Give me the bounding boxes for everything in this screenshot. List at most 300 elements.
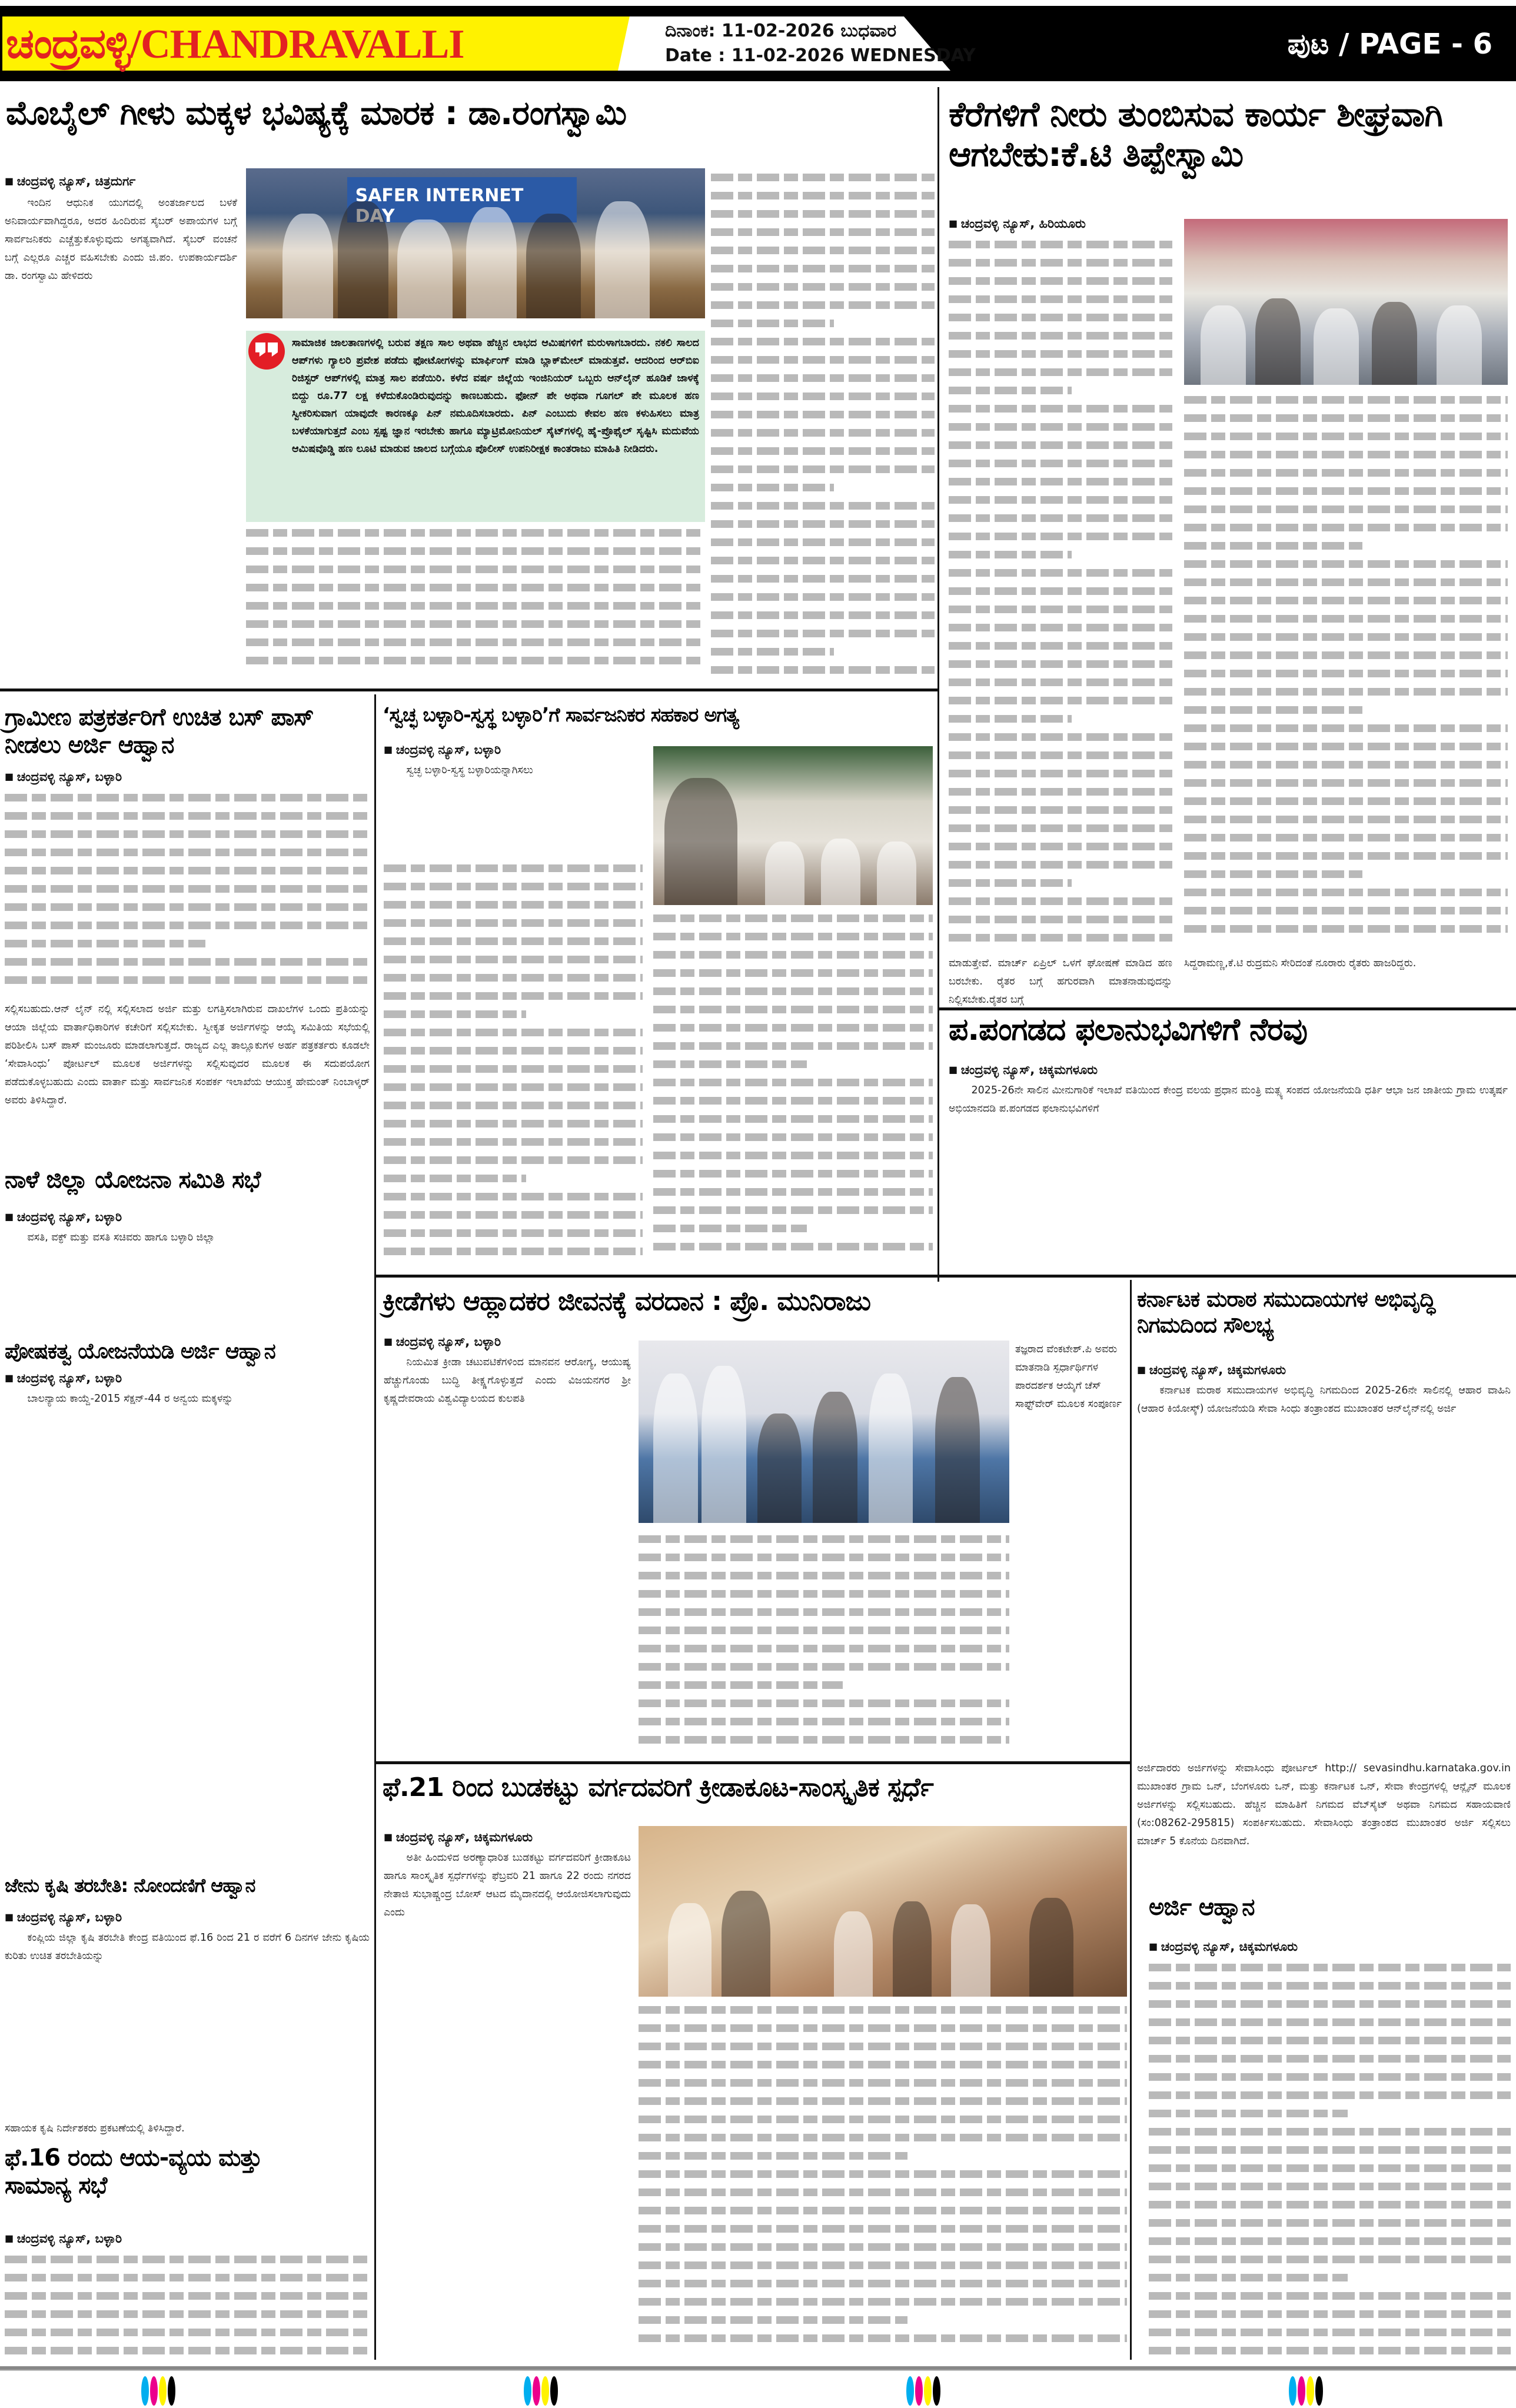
- byline: ■ ಚಂದ್ರವಳ್ಳಿ ನ್ಯೂಸ್, ಚಿತ್ರದುರ್ಗ: [5, 174, 135, 189]
- body-text-line: [1184, 701, 1508, 719]
- body-text-line: [949, 710, 1172, 728]
- body-text-line: [639, 2274, 1127, 2293]
- body-text-line: [5, 971, 370, 989]
- body-text-line: [5, 807, 370, 825]
- black-mark-icon: [168, 2376, 175, 2406]
- yellow-mark-icon: [541, 2376, 549, 2406]
- body-text-line: [949, 618, 1172, 637]
- body-text-line: [384, 1042, 643, 1060]
- body-text-line: [5, 916, 370, 934]
- body-text-line: [949, 910, 1172, 929]
- article-body: [5, 2250, 370, 2362]
- body-text-line: [949, 746, 1172, 764]
- body-text-line: [384, 1188, 643, 1206]
- masthead: [0, 6, 1516, 81]
- body-text-line: [949, 929, 1172, 947]
- article-body: [5, 194, 237, 686]
- body-text-line: [949, 564, 1172, 582]
- article-body: ಕಂಪ್ಲಿಯ ಜಿಲ್ಲಾ ಕೃಷಿ ತರಬೇತಿ ಕೇಂದ್ರ ವತಿಯಿಂದ ಫೆ.16 ರಿಂದ 21 ರ ವರೆಗೆ 6 ದಿನಗಳ ಜೇನು ಕೃಷಿಯ ಕುರಿತು ಉಚಿತ ತರಬೇತಿಯನ್ನು: [5, 1932, 370, 1962]
- body-text-line: [711, 296, 935, 314]
- body-text-line: [639, 2147, 1127, 2165]
- body-text-line: [1149, 2269, 1511, 2287]
- headline: ನಾಳೆ ಜಿಲ್ಲಾ ಯೋಜನಾ ಸಮಿತಿ ಸಭೆ: [5, 1166, 261, 1193]
- body-text-line: [639, 1639, 1009, 1658]
- body-text-line: [653, 1219, 933, 1238]
- yellow-mark-icon: [159, 2376, 167, 2406]
- body-text-line: [5, 862, 370, 880]
- body-text-line: [1149, 2159, 1511, 2177]
- body-text-line: [1149, 2013, 1511, 2031]
- article-body: ನಿಯಮಿತ ಕ್ರೀಡಾ ಚಟುವಟಿಕೆಗಳಿಂದ ಮಾನವನ ಆರೋಗ್ಯ, ಆಯುಷ್ಯ ಹೆಚ್ಚುಗೊಂಡು ಬುದ್ಧಿ ತೀಕ್ಷ್ಣಗೊಳ್ಳುತ್ತದೆ ಎಂದು ವಿಜಯನಗರ ಶ್ರೀ ಕೃಷ್ಣದೇವರಾಯ ವಿಶ್ವವಿದ್ಯಾಲಯದ ಕುಲಪತಿ: [384, 1356, 631, 1405]
- headline: ಅರ್ಜಿ ಆಹ್ವಾನ: [1149, 1894, 1255, 1921]
- body-text-line: [949, 783, 1172, 801]
- date-english: Date : 11-02-2026 WEDNESDAY: [665, 45, 976, 66]
- section-divider: [374, 1761, 1130, 1764]
- column-divider: [1130, 1280, 1132, 2360]
- body-text-line: [711, 570, 935, 588]
- body-text-line: [949, 600, 1172, 618]
- body-text-line: [384, 1151, 643, 1169]
- body-text-line: [711, 223, 935, 241]
- body-text-line: [1184, 847, 1508, 865]
- body-text-line: [1149, 2305, 1511, 2323]
- body-text-line: [1184, 537, 1508, 555]
- byline: ■ ಚಂದ್ರವಳ್ಳಿ ನ್ಯೂಸ್, ಬಳ್ಳಾರಿ: [5, 770, 122, 784]
- body-text-line: [1149, 2232, 1511, 2250]
- body-text-line: [384, 987, 643, 1005]
- pull-quote-text: ಸಾಮಾಜಿಕ ಜಾಲತಾಣಗಳಲ್ಲಿ ಬರುವ ತಕ್ಷಣ ಸಾಲ ಅಥವಾ ಹೆಚ್ಚಿನ ಲಾಭದ ಆಮಿಷಗಳಿಗೆ ಮರುಳಾಗಬಾರದು. ನಕಲಿ ಸಾಲದ ಆಪ್‌ಗಳು ಗ್ಯಾಲರಿ ಪ್ರವೇಶ ಪಡೆದು ಫೋಟೋಗಳನ್ನು ಮಾರ್ಫಿಂಗ್ ಮಾಡಿ ಬ್ಲಾಕ್‌ಮೇಲ್ ಮಾಡುತ್ತವೆ. ಆದರಿಂದ ಆರ್‌ಬಿಐ ರಿಜಿಸ್ಟರ್ ಆಪ್‌ಗಳಲ್ಲಿ ಮಾತ್ರ ಸಾಲ ಪಡೆಯಿರಿ. ಕಳೆದ ವರ್ಷ ಜಿಲ್ಲೆಯ ಇಂಜಿನಿಯರ್ ಒಬ್ಬರು ಆನ್‌ಲೈನ್ ಹೂಡಿಕೆ ಜಾಳಕ್ಕೆ ಬಿದ್ದು ರೂ.77 ಲಕ್ಷ ಕಳೆದುಕೊಂಡಿರುವುದನ್ನು ಕಾಣಬಹುದು. ಫೋನ್ ಪೇ ಅಥವಾ ಗೂಗಲ್ ಪೇ ಮೂಲಕ ಹಣ ಸ್ವೀಕರಿಸುವಾಗ ಯಾವುದೇ ಕಾರಣಕ್ಕೂ ಪಿನ್ ನಮೂದಿಸಬಾರದು. ಪಿನ್ ಎಂಬುದು ಕೇವಲ ಹಣ ಕಳುಹಿಸಲು ಮಾತ್ರ ಬಳಕೆಯಾಗುತ್ತದೆ ಎಂಬ ಸ್ಪಷ್ಟ ಜ್ಞಾನ ಇರಬೇಕು ಹಾಗೂ ಮ್ಯಾಟ್ರಿಮೋನಿಯಲ್ ಸೈಟ್‌ಗಳಲ್ಲಿ ಹೈ-ಪ್ರೊಫೈಲ್ ಸೃಷ್ಟಿಸಿ ಮದುವೆಯ ಆಮಿಷವೊಡ್ಡಿ ಹಣ ಲೂಟಿ ಮಾಡುವ ಜಾಲದ ಬಗ್ಗೆಯೂ ಪೊಲೀಸ್ ಉಪನಿರೀಕ್ಷಕ ಕಾಂತರಾಜು ಮಾಹಿತಿ ನೀಡಿದರು.: [292, 337, 699, 455]
- body-text-line: [711, 606, 935, 624]
- body-text-line: [949, 400, 1172, 418]
- body-text-line: [5, 2323, 370, 2342]
- body-text-line: [711, 241, 935, 260]
- body-text-line: [1149, 2123, 1511, 2141]
- body-text-line: [1149, 2104, 1511, 2123]
- body-text-line: [949, 235, 1172, 254]
- body-text-line: [5, 934, 370, 953]
- body-text-line: [949, 327, 1172, 345]
- body-text-line: [1184, 646, 1508, 664]
- body-text-line: [711, 643, 935, 661]
- body-text-line: [1184, 628, 1508, 646]
- date-kannada: ದಿನಾಂಕ: 11-02-2026 ಬುಧವಾರ: [665, 21, 897, 41]
- body-text-line: [949, 381, 1172, 400]
- headline: ಮೊಬೈಲ್ ಗೀಳು ಮಕ್ಕಳ ಭವಿಷ್ಯಕ್ಕೆ ಮಾರಕ : ಡಾ.ರಂಗಸ್ವಾಮಿ: [6, 94, 627, 132]
- body-text-line: [949, 363, 1172, 381]
- body-text-line: [1184, 500, 1508, 518]
- body-text-line: [384, 1060, 643, 1078]
- body-text-line: [949, 546, 1172, 564]
- body-text-line: [653, 1128, 933, 1146]
- byline: ■ ಚಂದ್ರವಳ್ಳಿ ನ್ಯೂಸ್, ಬಳ್ಳಾರಿ: [384, 743, 501, 757]
- body-text-line: [711, 515, 935, 533]
- body-text-line: [949, 290, 1172, 308]
- body-text-line: [384, 950, 643, 969]
- body-text-line: [653, 1073, 933, 1092]
- body-text-line: [1184, 573, 1508, 591]
- black-mark-icon: [933, 2376, 940, 2406]
- body-text-line: [384, 1023, 643, 1042]
- body-text-line: [639, 2329, 1127, 2347]
- article-body-continued: [639, 2001, 1127, 2361]
- body-text-line: [711, 205, 935, 223]
- body-text-line: [5, 898, 370, 916]
- yellow-mark-icon: [924, 2376, 932, 2406]
- body-text-line: [949, 436, 1172, 454]
- body-text-line: [1184, 792, 1508, 810]
- body-text-line: [384, 877, 643, 896]
- magenta-mark-icon: [533, 2376, 540, 2406]
- body-text-line: [5, 2305, 370, 2323]
- body-text-line: [639, 2220, 1127, 2238]
- registration-marks: [906, 2376, 940, 2406]
- body-text-line: [653, 1183, 933, 1201]
- quote-icon: [248, 333, 285, 370]
- body-text-line: [711, 624, 935, 643]
- body-text-line: [639, 1676, 1009, 1694]
- body-text-line: [246, 524, 705, 542]
- body-text-line: [639, 2001, 1127, 2019]
- body-text-line: [639, 2037, 1127, 2056]
- body-text-line: [711, 387, 935, 405]
- body-text-line: [639, 1658, 1009, 1676]
- body-text-line: [711, 260, 935, 278]
- body-text-line: [384, 932, 643, 950]
- body-text-line: [653, 982, 933, 1000]
- body-text-line: [653, 946, 933, 964]
- article-lead: ಇಂದಿನ ಆಧುನಿಕ ಯುಗದಲ್ಲಿ ಅಂತರ್ಜಾಲದ ಬಳಕೆ ಅನಿವಾರ್ಯವಾಗಿದ್ದರೂ, ಅದರ ಹಿಂದಿರುವ ಸೈಬರ್ ಅಪಾಯಗಳ ಬಗ್ಗೆ ಸಾರ್ವಜನಿಕರು ಎಚ್ಚೆತ್ತುಕೊಳ್ಳುವುದು ಅಗತ್ಯವಾಗಿದೆ. ಸೈಬರ್ ವಂಚನೆ ಬಗ್ಗೆ ಎಲ್ಲರೂ ಎಚ್ಚರ ವಹಿಸಬೇಕು ಎಂದು ಜಿ.ಪಂ. ಉಪಕಾರ್ಯದರ್ಶಿ ಡಾ. ರಂಗಸ್ವಾಮಿ ಹೇಳಿದರು: [5, 197, 237, 282]
- byline: ■ ಚಂದ್ರವಳ್ಳಿ ನ್ಯೂಸ್, ಬಳ್ಳಾರಿ: [5, 1210, 122, 1225]
- cyan-mark-icon: [141, 2376, 149, 2406]
- article-closing: ಸಹಾಯಕ ಕೃಷಿ ನಿರ್ದೇಶಕರು ಪ್ರಕಟಣೆಯಲ್ಲಿ ತಿಳಿಸಿದ್ದಾರೆ.: [5, 2123, 185, 2134]
- body-text-line: [1149, 2287, 1511, 2305]
- article-body-continued: [246, 524, 705, 686]
- body-text-line: [711, 460, 935, 478]
- body-text-line: [1184, 391, 1508, 409]
- registration-marks: [1289, 2376, 1323, 2406]
- body-text-line: [384, 1242, 643, 1260]
- cyan-mark-icon: [1289, 2376, 1296, 2406]
- headline: ಕೆರೆಗಳಿಗೆ ನೀರು ತುಂಬಿಸುವ ಕಾರ್ಯ ಶೀಘ್ರವಾಗಿ ಆಗಬೇಕು:ಕೆ.ಟಿ ತಿಪ್ಪೇಸ್ವಾಮಿ: [949, 94, 1443, 175]
- column-divider: [374, 694, 376, 2360]
- body-text-line: [1184, 865, 1508, 883]
- body-text-line: [639, 2110, 1127, 2128]
- body-text-line: [949, 837, 1172, 856]
- body-text-line: [384, 969, 643, 987]
- body-text-line: [949, 308, 1172, 327]
- body-text-line: [1184, 737, 1508, 756]
- headline: ಫೆ.21 ರಿಂದ ಬುಡಕಟ್ಟು ವರ್ಗದವರಿಗೆ ಕ್ರೀಡಾಕೂಟ-ಸಾಂಸ್ಕೃತಿಕ ಸ್ಪರ್ಧೆ: [383, 1772, 933, 1802]
- article-closing: ಅರ್ಜಿದಾರರು ಅರ್ಜಿಗಳನ್ನು ಸೇವಾಸಿಂಧು ಪೋರ್ಟಲ್ http:// sevasindhu.karnataka.gov.in ಮುಖಾಂತರ ಗ್ರಾಮ ಒನ್, ಬೆಂಗಳೂರು ಒನ್, ಮತ್ತು ಕರ್ನಾಟಕ ಒನ್, ಸೇವಾ ಕೇಂದ್ರಗಳಲ್ಲಿ ಆನ್ಲೈನ್ ಮೂಲಕ ಅರ್ಜಿಗಳನ್ನು ಸಲ್ಲಿಸಬಹುದು. ಹೆಚ್ಚಿನ ಮಾಹಿತಿಗೆ ನಿಗಮದ ವೆಬ್‌ಸೈಟ್ ಅಥವಾ ನಿಗಮದ ಸಹಾಯವಾಣಿ (ಸಂ:08262-295815) ಸಂಪರ್ಕಿಸಬಹುದು. ಸೇವಾಸಿಂಧು ತಂತ್ರಾಂಶದ ಮುಖಾಂತರ ಅರ್ಜಿ ಸಲ್ಲಿಸಲು ಮಾರ್ಚ್ 5 ಕೊನೆಯ ದಿನವಾಗಿದೆ.: [1137, 1762, 1511, 1847]
- body-text-line: [949, 491, 1172, 509]
- body-text-line: [246, 651, 705, 670]
- body-text-line: [1184, 902, 1508, 920]
- body-text-line: [1149, 2250, 1511, 2269]
- body-text-line: [246, 597, 705, 615]
- footer-bar-shadow: [0, 2370, 1516, 2371]
- body-text-line: [949, 527, 1172, 546]
- body-text-line: [653, 1092, 933, 1110]
- body-text-line: [653, 1238, 933, 1256]
- yellow-mark-icon: [1306, 2376, 1314, 2406]
- body-text-line: [949, 272, 1172, 290]
- body-text-line: [1184, 920, 1508, 938]
- body-text-line: [1184, 409, 1508, 427]
- body-text-line: [5, 880, 370, 898]
- headline: ಪ.ಪಂಗಡದ ಫಲಾನುಭವಿಗಳಿಗೆ ನೆರವು: [949, 1012, 1307, 1047]
- body-text-line: [653, 1146, 933, 1165]
- body-text-line: [5, 953, 370, 971]
- body-text-line: [653, 927, 933, 946]
- section-divider: [0, 689, 937, 691]
- body-text-line: [384, 1078, 643, 1096]
- body-text-line: [711, 442, 935, 460]
- newspaper-logo: ಚಂದ್ರವಳ್ಳಿ/CHANDRAVALLI: [6, 22, 464, 67]
- body-text-line: [384, 1169, 643, 1188]
- byline: ■ ಚಂದ್ರವಳ್ಳಿ ನ್ಯೂಸ್, ಹಿರಿಯೂರು: [949, 217, 1086, 231]
- body-text-line: [711, 478, 935, 497]
- body-text-line: [1184, 464, 1508, 482]
- body-text-line: [384, 1096, 643, 1115]
- body-text-line: [639, 2019, 1127, 2037]
- cyan-mark-icon: [524, 2376, 531, 2406]
- body-text-line: [653, 1019, 933, 1037]
- body-text-line: [711, 661, 935, 679]
- photo-banner: SAFER INTERNET DAY: [347, 177, 577, 222]
- article-body: [5, 789, 370, 1000]
- event-photo: [1184, 219, 1508, 385]
- body-text-line: [246, 633, 705, 651]
- body-text-line: [246, 560, 705, 578]
- body-text-line: [5, 843, 370, 862]
- body-text-line: [1184, 518, 1508, 537]
- body-text-line: [639, 1585, 1009, 1603]
- body-text-line: [949, 673, 1172, 691]
- body-text-line: [639, 1621, 1009, 1639]
- body-text-line: [639, 1548, 1009, 1566]
- body-text-line: [639, 2128, 1127, 2147]
- body-text-line: [1149, 2050, 1511, 2068]
- article-body-continued: [1184, 391, 1508, 956]
- body-text-line: [639, 2201, 1127, 2220]
- article-body: ಅತೀ ಹಿಂದುಳಿದ ಅರಣ್ಯಾಧಾರಿತ ಬುಡಕಟ್ಟು ವರ್ಗದವರಿಗೆ ಕ್ರೀಡಾಕೂಟ ಹಾಗೂ ಸಾಂಸ್ಕೃತಿಕ ಸ್ಪರ್ಧೆಗಳನ್ನು ಫೆಬ್ರವರಿ 21 ಹಾಗೂ 22 ರಂದು ನಗರದ ನೇತಾಜಿ ಸುಭಾಷ್ಚಂದ್ರ ಬೋಸ್ ಆಟದ ಮೈದಾನದಲ್ಲಿ ಆಯೋಜಿಸಲಾಗುವುದು ಎಂದು: [384, 1852, 631, 1918]
- registration-marks: [524, 2376, 558, 2406]
- body-text-line: [1149, 2068, 1511, 2086]
- body-text-line: [384, 896, 643, 914]
- body-text-line: [639, 1530, 1009, 1548]
- body-text-line: [653, 1165, 933, 1183]
- body-text-line: [5, 825, 370, 843]
- byline: ■ ಚಂದ್ರವಳ್ಳಿ ನ್ಯೂಸ್, ಬಳ್ಳಾರಿ: [5, 1371, 122, 1386]
- body-text-line: [1184, 756, 1508, 774]
- article-body: ಕರ್ನಾಟಕ ಮರಾಠ ಸಮುದಾಯಗಳ ಅಭಿವೃದ್ಧಿ ನಿಗಮದಿಂದ 2025-26ನೇ ಸಾಲಿನಲ್ಲಿ ಆಹಾರ ವಾಹಿನಿ (ಆಹಾರ ಕಿಯೋಸ್ಕ್) ಯೋಜನೆಯಡಿ ಸೇವಾ ಸಿಂಧು ತಂತ್ರಾಂಶದ ಮುಖಾಂತರ ಆನ್‌ಲೈನ್‌ನಲ್ಲಿ ಅರ್ಜಿ: [1137, 1385, 1511, 1415]
- body-text-line: [1149, 1977, 1511, 1995]
- body-text-line: [639, 2311, 1127, 2329]
- body-text-line: [949, 454, 1172, 473]
- article-body: ಸ್ವಚ್ಛ ಬಳ್ಳಾರಿ-ಸ್ವಸ್ಥ ಬಳ್ಳಾರಿಯನ್ನಾಗಿಸಲು: [406, 764, 533, 776]
- body-text-line: [1184, 555, 1508, 573]
- body-text-line: [1149, 2342, 1511, 2360]
- cyan-mark-icon: [906, 2376, 914, 2406]
- body-text-line: [949, 874, 1172, 892]
- byline: ■ ಚಂದ್ರವಳ್ಳಿ ನ್ಯೂಸ್, ಬಳ್ಳಾರಿ: [5, 2231, 122, 2246]
- black-mark-icon: [550, 2376, 558, 2406]
- byline: ■ ಚಂದ್ರವಳ್ಳಿ ನ್ಯೂಸ್, ಬಳ್ಳಾರಿ: [5, 1910, 122, 1925]
- body-text-line: [639, 1694, 1009, 1712]
- body-text-line: [711, 405, 935, 424]
- section-divider: [937, 1007, 1516, 1010]
- body-text-line: [1149, 1958, 1511, 1977]
- body-text-line: [384, 859, 643, 877]
- article-body-continued: [384, 859, 643, 1271]
- magenta-mark-icon: [150, 2376, 158, 2406]
- headline: ಪೋಷಕತ್ವ ಯೋಜನೆಯಡಿ ಅರ್ಜಿ ಆಹ್ವಾನ: [5, 1339, 275, 1363]
- body-text-line: [949, 345, 1172, 363]
- event-photo: [653, 746, 933, 905]
- headline: ಗ್ರಾಮೀಣ ಪತ್ರಕರ್ತರಿಗೆ ಉಚಿತ ಬಸ್ ಪಾಸ್ ನೀಡಲು ಅರ್ಜಿ ಆಹ್ವಾನ: [5, 704, 314, 759]
- column-divider: [937, 870, 939, 1282]
- body-text-line: [246, 615, 705, 633]
- body-text-line: [711, 424, 935, 442]
- article-closing: ಸಲ್ಲಿಸಬಹುದು.ಆನ್ ಲೈನ್ ನಲ್ಲಿ ಸಲ್ಲಿಸಲಾದ ಅರ್ಜಿ ಮತ್ತು ಲಗತ್ತಿಸಲಾಗಿರುವ ದಾಖಲೆಗಳ ಒಂದು ಪ್ರತಿಯನ್ನು ಆಯಾ ಜಿಲ್ಲೆಯ ವಾರ್ತಾಧಿಕಾರಿಗಳ ಕಚೇರಿಗೆ ಸಲ್ಲಿಸಬೇಕು. ಸ್ವೀಕೃತ ಅರ್ಜಿಗಳನ್ನು ಆಯ್ಕೆ ಸಮಿತಿಯ ಸಭೆಯಲ್ಲಿ ಪರಿಶೀಲಿಸಿ ಬಸ್ ಪಾಸ್ ಮಂಜೂರು ಮಾಡಲಾಗುತ್ತದೆ. ರಾಜ್ಯದ ಎಲ್ಲ ತಾಲ್ಲೂಕುಗಳ ಅರ್ಹ ಪತ್ರಕರ್ತರು ಕೂಡಲೇ ‘ಸೇವಾಸಿಂಧು’ ಪೋರ್ಟಲ್ ಮೂಲಕ ಅರ್ಜಿಗಳನ್ನು ಸಲ್ಲಿಸುವುದರ ಮೂಲಕ ಈ ಸದುಪಯೋಗ ಪಡೆದುಕೊಳ್ಳಬಹುದು ಎಂದು ವಾರ್ತಾ ಮತ್ತು ಸಾರ್ವಜನಿಕ ಸಂಪರ್ಕ ಇಲಾಖೆಯ ಆಯುಕ್ತ ಹೇಮಂತ್ ನಿಂಬಾಳ್ಕರ್ ಅವರು ತಿಳಿಸಿದ್ದಾರೆ.: [5, 1003, 370, 1106]
- body-text-line: [949, 637, 1172, 655]
- article-body: 2025-26ನೇ ಸಾಲಿನ ಮೀನುಗಾರಿಕೆ ಇಲಾಖೆ ವತಿಯಿಂದ ಕೇಂದ್ರ ವಲಯ ಪ್ರಧಾನ ಮಂತ್ರಿ ಮತ್ಸ್ಯ ಸಂಪದ ಯೋಜನೆಯಡಿ ಧರ್ತಿ ಆಭಾ ಜನ ಜಾತೀಯ ಗ್ರಾಮ ಉತ್ಕರ್ಷ ಅಭಿಯಾನದಡಿ ಪ.ಪಂಗಡದ ಫಲಾನುಭವಿಗಳಿಗೆ: [949, 1085, 1508, 1115]
- section-divider: [374, 1275, 1516, 1278]
- body-text-line: [949, 691, 1172, 710]
- body-text-line: [1184, 664, 1508, 683]
- article-body-continued: [653, 909, 933, 1271]
- body-text-line: [1149, 2141, 1511, 2159]
- body-text-line: [949, 582, 1172, 600]
- body-text-line: [949, 801, 1172, 819]
- body-text-line: [639, 1566, 1009, 1585]
- body-text-line: [711, 168, 935, 187]
- body-text-line: [653, 1110, 933, 1128]
- body-text-line: [1184, 719, 1508, 737]
- body-text-line: [949, 764, 1172, 783]
- body-text-line: [1149, 2086, 1511, 2104]
- body-text-line: [639, 1712, 1009, 1731]
- body-text-line: [1184, 683, 1508, 701]
- body-text-line: [5, 2287, 370, 2305]
- body-text-line: [639, 2056, 1127, 2074]
- headline: ಕರ್ನಾಟಕ ಮರಾಠ ಸಮುದಾಯಗಳ ಅಭಿವೃದ್ಧಿ ನಿಗಮದಿಂದ ಸೌಲಭ್ಯ: [1137, 1286, 1435, 1338]
- masthead-date: [665, 19, 976, 68]
- body-text-line: [639, 2074, 1127, 2092]
- event-photo: [639, 1341, 1009, 1523]
- body-text-line: [949, 254, 1172, 272]
- body-text-line: [711, 533, 935, 551]
- body-text-line: [653, 1055, 933, 1073]
- body-text-line: [711, 351, 935, 369]
- event-photo: [246, 168, 705, 318]
- body-text-line: [384, 1005, 643, 1023]
- body-text-line: [1184, 610, 1508, 628]
- article-closing-right: ಸಿದ್ದರಾಮಣ್ಣ,ಕೆ.ಟಿ ರುದ್ರಮನಿ ಸೇರಿದಂತೆ ನೂರಾರು ರೈತರು ಹಾಜರಿದ್ದರು.: [1184, 957, 1417, 969]
- body-text-line: [949, 892, 1172, 910]
- registration-marks: [141, 2376, 175, 2406]
- byline: ■ ಚಂದ್ರವಳ್ಳಿ ನ್ಯೂಸ್, ಬಳ್ಳಾರಿ: [384, 1335, 501, 1349]
- headline: ಫೆ.16 ರಂದು ಆಯ-ವ್ಯಯ ಮತ್ತು ಸಾಮಾನ್ಯ ಸಭೆ: [5, 2144, 262, 2200]
- body-text-line: [5, 2342, 370, 2360]
- body-text-line: [711, 369, 935, 387]
- byline: ■ ಚಂದ್ರವಳ್ಳಿ ನ್ಯೂಸ್, ಚಿಕ್ಕಮಗಳೂರು: [949, 1063, 1098, 1077]
- body-text-line: [639, 1731, 1009, 1749]
- body-text-line: [711, 332, 935, 351]
- body-text-line: [246, 578, 705, 597]
- body-text-line: [711, 588, 935, 606]
- black-mark-icon: [1315, 2376, 1323, 2406]
- body-text-line: [711, 278, 935, 296]
- body-text-line: [949, 473, 1172, 491]
- body-text-line: [384, 1224, 643, 1242]
- body-text-line: [639, 2256, 1127, 2274]
- body-text-line: [639, 1603, 1009, 1621]
- body-text-line: [949, 509, 1172, 527]
- body-text-line: [949, 856, 1172, 874]
- body-text-line: [653, 1201, 933, 1219]
- body-text-line: [246, 542, 705, 560]
- body-text-line: [653, 909, 933, 927]
- body-text-line: [653, 1037, 933, 1055]
- body-text-line: [1184, 482, 1508, 500]
- body-text-line: [639, 2165, 1127, 2183]
- event-photo: [639, 1826, 1127, 1997]
- body-text-line: [1149, 2214, 1511, 2232]
- body-text-line: [711, 497, 935, 515]
- body-text-line: [5, 2269, 370, 2287]
- body-text-line: [1149, 2177, 1511, 2196]
- body-text-line: [949, 418, 1172, 436]
- body-text-line: [639, 2238, 1127, 2256]
- body-text-line: [653, 1000, 933, 1019]
- body-text-line: [949, 728, 1172, 746]
- headline: ‘ಸ್ವಚ್ಛ ಬಳ್ಳಾರಿ-ಸ್ವಸ್ಥ ಬಳ್ಳಾರಿ’ಗೆ ಸಾರ್ವಜನಿಕರ ಸಹಕಾರ ಅಗತ್ಯ: [383, 703, 739, 726]
- body-text-line: [1149, 2031, 1511, 2050]
- body-text-line: [1184, 445, 1508, 464]
- body-text-line: [711, 551, 935, 570]
- article-body: [949, 235, 1172, 953]
- byline: ■ ಚಂದ್ರವಳ್ಳಿ ನ್ಯೂಸ್, ಚಿಕ್ಕಮಗಳೂರು: [384, 1830, 533, 1845]
- body-text-line: [1149, 1995, 1511, 2013]
- article-body: [1149, 1958, 1511, 2362]
- body-text-line: [5, 789, 370, 807]
- body-text-line: [653, 964, 933, 982]
- body-text-line: [639, 2293, 1127, 2311]
- magenta-mark-icon: [915, 2376, 923, 2406]
- body-text-line: [384, 1206, 643, 1224]
- body-text-line: [5, 2250, 370, 2269]
- page-number: ಪುಟ / PAGE - 6: [1287, 28, 1492, 61]
- body-text-line: [1149, 2323, 1511, 2342]
- article-body-continued: [711, 168, 935, 686]
- body-text-line: [1184, 591, 1508, 610]
- byline: ■ ಚಂದ್ರವಳ್ಳಿ ನ್ಯೂಸ್, ಚಿಕ್ಕಮಗಳೂರು: [1137, 1363, 1286, 1378]
- article-body-continued: [639, 1530, 1009, 1760]
- pull-quote: [246, 331, 705, 522]
- body-text-line: [949, 819, 1172, 837]
- body-text-line: [1184, 810, 1508, 829]
- article-side-column: ತಜ್ಞರಾದ ವೆಂಕಟೇಶ್.ಪಿ ಅವರು ಮಾತನಾಡಿ ಸ್ಪರ್ಧಾರ್ಥಿಗಳ ಪಾರದರ್ಶಕ ಆಯ್ಕೆಗೆ ಚೆಸ್ ಸಾಫ್ಟ್‌ವೇರ್ ಮೂಲಕ ಸಂಪೂರ್ಣ: [1015, 1343, 1122, 1410]
- body-text-line: [1184, 883, 1508, 902]
- body-text-line: [384, 914, 643, 932]
- headline: ಜೇನು ಕೃಷಿ ತರಬೇತಿ: ನೋಂದಣಿಗೆ ಆಹ್ವಾನ: [5, 1874, 255, 1897]
- magenta-mark-icon: [1298, 2376, 1305, 2406]
- byline: ■ ಚಂದ್ರವಳ್ಳಿ ನ್ಯೂಸ್, ಚಿಕ್ಕಮಗಳೂರು: [1149, 1940, 1298, 1954]
- body-text-line: [949, 655, 1172, 673]
- body-text-line: [1184, 829, 1508, 847]
- body-text-line: [711, 187, 935, 205]
